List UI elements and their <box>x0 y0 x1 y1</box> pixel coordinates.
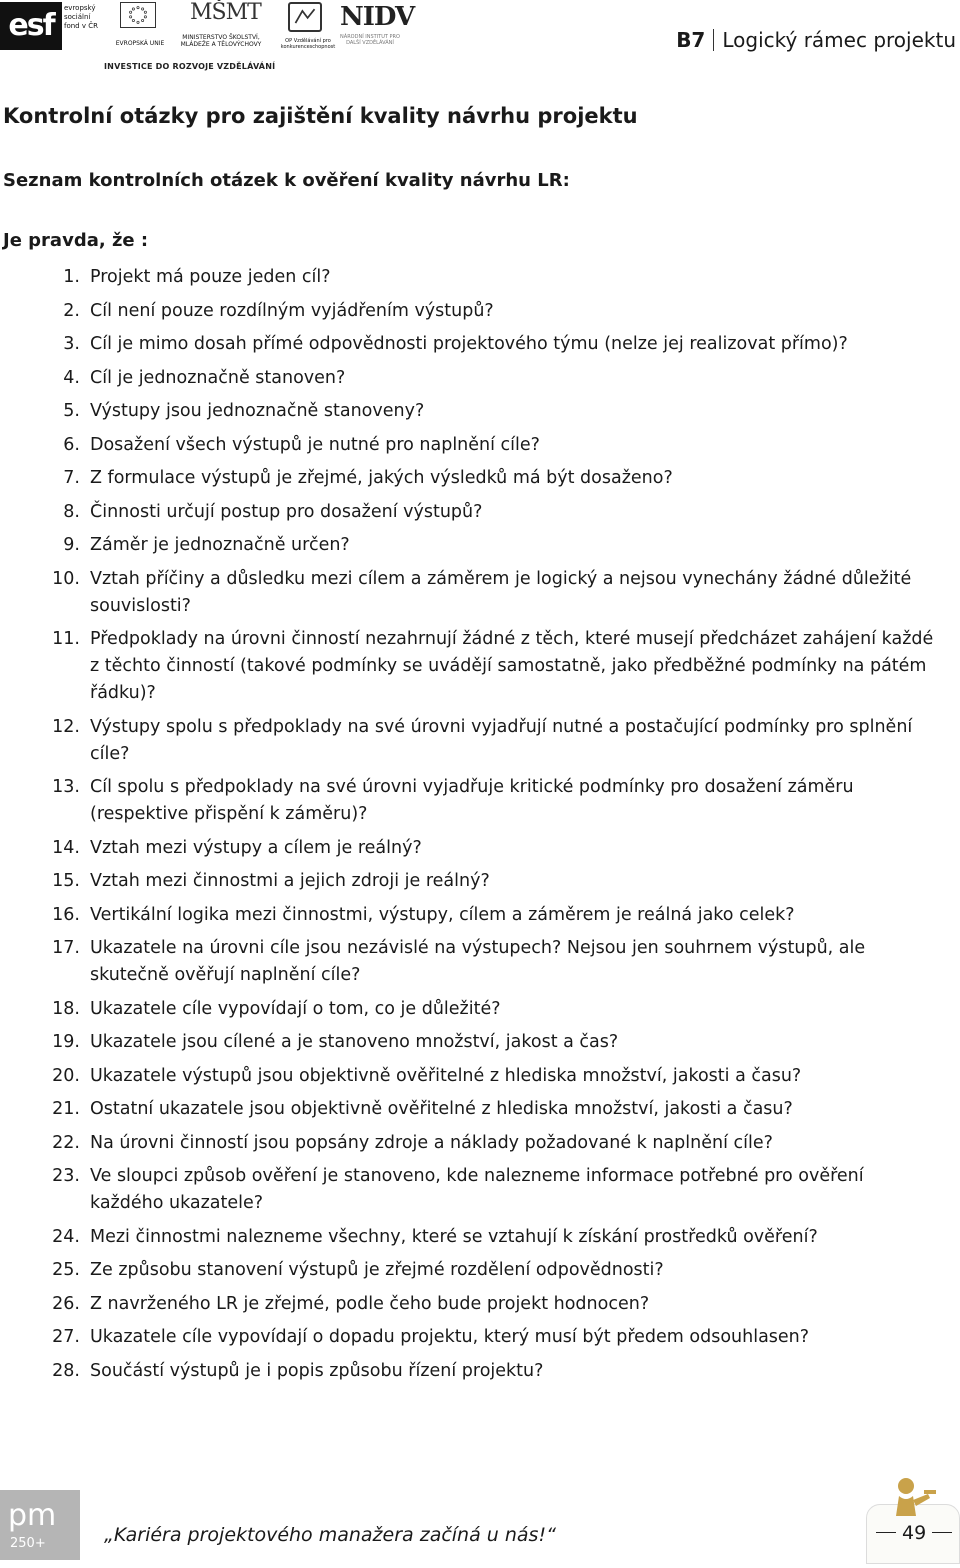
lead-text: Je pravda, že : <box>3 230 149 251</box>
page-number <box>870 1522 950 1544</box>
question-text: Ukazatele výstupů jsou objektivně ověřitelné z hlediska množství, jakosti a času? <box>90 1065 802 1086</box>
question-item <box>0 566 960 620</box>
document-title: Kontrolní otázky pro zajištění kvality návrhu projektu <box>3 104 638 128</box>
question-text: Dosažení všech výstupů je nutné pro naplnění cíle? <box>90 434 540 455</box>
page-header <box>0 0 960 80</box>
question-item <box>0 532 960 559</box>
question-text: Ukazatele na úrovni cíle jsou nezávislé na výstupech? Nejsou jen souhrnem výstupů, ale skutečně ověřují naplnění cíle? <box>90 938 866 985</box>
question-item <box>0 714 960 768</box>
question-item <box>0 1163 960 1217</box>
nidv-logo <box>340 2 415 50</box>
question-item <box>0 365 960 392</box>
eu-flag-icon <box>120 2 156 28</box>
question-text: Záměr je jednoznačně určen? <box>90 535 350 555</box>
esf-mark: esf <box>0 2 62 50</box>
question-text: Cíl je jednoznačně stanoven? <box>90 367 346 388</box>
question-text: Výstupy spolu s předpoklady na své úrovni vyjadřují nutné a postačující podmínky pro splnění cíle? <box>90 716 913 764</box>
question-number: 6. <box>63 434 80 455</box>
question-item <box>0 398 960 425</box>
section-code: B7 <box>676 28 706 52</box>
investment-banner <box>104 54 300 71</box>
question-text: Cíl je mimo dosah přímé odpovědnosti projektového týmu (nelze jej realizovat přímo)? <box>90 334 848 354</box>
question-text: Ze způsobu stanovení výstupů je zřejmé rozdělení odpovědnosti? <box>90 1260 664 1280</box>
op-mark-icon <box>288 2 322 32</box>
question-item <box>0 835 960 862</box>
question-number: 14. <box>52 837 80 858</box>
question-text: Na úrovni činností jsou popsány zdroje a náklady požadované k naplnění cíle? <box>90 1132 773 1153</box>
question-number: 3. <box>63 334 80 354</box>
question-text: Předpoklady na úrovni činností nezahrnují žádné z těch, které musejí předcházet zahájení každé z těchto činností (takové podmínky se uvádějí samostatně, jako předběžné podmínky na pátém řádku)? <box>90 629 934 703</box>
question-number: 27. <box>52 1327 80 1347</box>
esf-logo-text: evropský sociální fond v ČR <box>64 4 98 30</box>
question-item <box>0 264 960 291</box>
op-logo-caption: OP Vzdělávání pro konkurenceschopnost <box>280 38 336 50</box>
question-number: 18. <box>52 998 80 1019</box>
question-number: 5. <box>63 401 80 421</box>
trophy-icon <box>866 1472 956 1566</box>
question-item <box>0 996 960 1023</box>
question-item <box>0 1130 960 1157</box>
question-item <box>0 331 960 358</box>
question-text: Ukazatele cíle vypovídají o tom, co je důležité? <box>90 998 501 1019</box>
question-number: 20. <box>52 1065 80 1086</box>
question-number: 28. <box>52 1360 80 1381</box>
question-number: 25. <box>52 1260 80 1280</box>
investment-text: INVESTICE DO ROZVOJE VZDĚLÁVÁNÍ <box>104 62 276 71</box>
nidv-logo-caption: NÁRODNÍ INSTITUT PRO DALŠÍ VZDĚLÁVÁNÍ <box>340 34 400 46</box>
question-number: 13. <box>52 777 80 797</box>
question-number: 9. <box>63 535 80 555</box>
question-item <box>0 774 960 828</box>
question-text: Mezi činnostmi nalezneme všechny, které se vztahují k získání prostředků ověření? <box>90 1226 818 1247</box>
question-text: Ve sloupci způsob ověření je stanoveno, kde nalezneme informace potřebné pro ověření každého ukazatele? <box>90 1166 864 1213</box>
question-text: Ukazatele jsou cílené a je stanoveno množství, jakost a čas? <box>90 1032 619 1052</box>
question-number: 26. <box>52 1293 80 1314</box>
question-text: Cíl spolu s předpoklady na své úrovni vyjadřuje kritické podmínky pro dosažení záměru (respektive přispění k záměru)? <box>90 777 854 824</box>
question-text: Vertikální logika mezi činnostmi, výstupy, cílem a záměrem je reálná jako celek? <box>90 904 795 925</box>
question-text: Součástí výstupů je i popis způsobu řízení projektu? <box>90 1360 544 1381</box>
question-item <box>0 626 960 707</box>
question-item <box>0 868 960 895</box>
question-number: 17. <box>52 938 80 958</box>
question-text: Ukazatele cíle vypovídají o dopadu projektu, který musí být předem odsouhlasen? <box>90 1327 810 1347</box>
question-number: 8. <box>63 501 80 522</box>
question-list <box>0 264 960 1391</box>
question-number: 11. <box>52 629 80 649</box>
question-item <box>0 465 960 492</box>
nidv-mark: NIDV <box>340 2 415 32</box>
question-item <box>0 1358 960 1385</box>
section-heading <box>676 28 956 52</box>
msmt-logo <box>170 0 272 50</box>
question-item <box>0 935 960 989</box>
page-footer <box>0 1470 960 1568</box>
question-text: Činnosti určují postup pro dosažení výstupů? <box>90 501 483 522</box>
question-text: Z formulace výstupů je zřejmé, jakých výsledků má být dosaženo? <box>90 468 673 488</box>
question-item <box>0 499 960 526</box>
question-text: Z navrženého LR je zřejmé, podle čeho bude projekt hodnocen? <box>90 1293 650 1314</box>
question-text: Vztah mezi výstupy a cílem je reálný? <box>90 837 422 858</box>
question-item <box>0 1291 960 1318</box>
question-number: 2. <box>63 300 80 321</box>
footer-slogan: „Kariéra projektového manažera začíná u nás!“ <box>104 1524 556 1546</box>
pm-logo-letters: pm <box>8 1498 57 1533</box>
question-number: 7. <box>63 468 80 488</box>
question-number: 23. <box>52 1166 80 1186</box>
question-item <box>0 1096 960 1123</box>
question-item <box>0 1224 960 1251</box>
question-number: 1. <box>63 267 80 287</box>
question-item <box>0 902 960 929</box>
pm-logo-sub: 250+ <box>10 1536 46 1551</box>
msmt-mark: MŠMT <box>190 0 261 25</box>
document-subtitle: Seznam kontrolních otázek k ověření kvality návrhu LR: <box>3 170 570 191</box>
eu-logo-caption: EVROPSKÁ UNIE <box>115 40 165 47</box>
section-title: Logický rámec projektu <box>722 28 956 52</box>
question-text: Projekt má pouze jeden cíl? <box>90 267 331 287</box>
section-divider <box>713 29 714 51</box>
question-number: 16. <box>52 904 80 925</box>
page-number-value: 49 <box>902 1522 927 1544</box>
eu-logo <box>110 2 166 50</box>
question-item <box>0 432 960 459</box>
page-dash-right <box>932 1532 952 1534</box>
question-item <box>0 1063 960 1090</box>
question-number: 22. <box>52 1132 80 1153</box>
question-number: 10. <box>52 568 80 589</box>
partner-logos <box>0 0 415 72</box>
question-number: 15. <box>52 871 80 891</box>
op-logo <box>278 2 336 50</box>
page-dash-left <box>876 1532 896 1534</box>
question-item <box>0 298 960 325</box>
question-text: Ostatní ukazatele jsou objektivně ověřitelné z hlediska množství, jakosti a času? <box>90 1099 793 1119</box>
question-text: Vztah mezi činnostmi a jejich zdroji je reálný? <box>90 871 490 891</box>
msmt-logo-caption: MINISTERSTVO ŠKOLSTVÍ, MLÁDEŽE A TĚLOVÝCHOVY <box>180 34 262 48</box>
question-item <box>0 1324 960 1351</box>
question-item <box>0 1257 960 1284</box>
question-text: Výstupy jsou jednoznačně stanoveny? <box>90 401 425 421</box>
esf-logo <box>0 2 104 50</box>
question-text: Cíl není pouze rozdílným vyjádřením výstupů? <box>90 300 494 321</box>
question-text: Vztah příčiny a důsledku mezi cílem a záměrem je logický a nejsou vynechány žádné důležité souvislosti? <box>90 568 912 616</box>
question-number: 4. <box>63 367 80 388</box>
question-number: 24. <box>52 1226 80 1247</box>
question-item <box>0 1029 960 1056</box>
question-number: 19. <box>52 1032 80 1052</box>
question-number: 21. <box>52 1099 80 1119</box>
question-number: 12. <box>52 716 80 737</box>
pm250-logo <box>0 1490 80 1560</box>
